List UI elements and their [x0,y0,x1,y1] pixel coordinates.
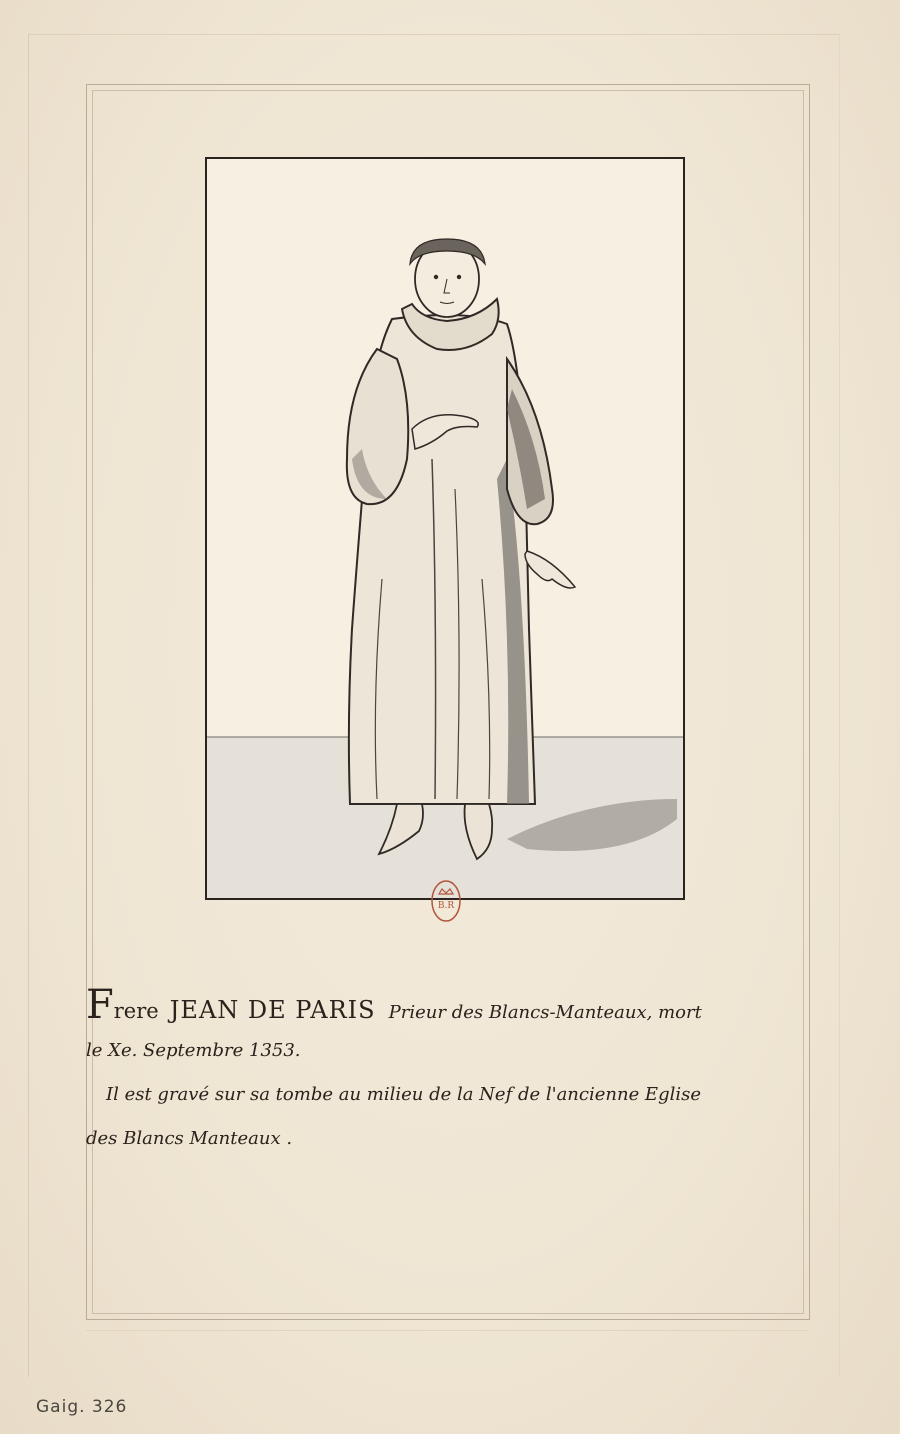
caption-line-3: Il est gravé sur sa tombe au milieu de la Nef de l'ancienne Eglise [106,1084,702,1105]
caption-initial: F [86,982,114,1028]
bottom-plate-edge [86,1330,808,1331]
crown-icon [439,889,453,894]
caption-name: JEAN DE PARIS [169,996,376,1024]
left-sleeve [347,349,408,504]
caption-line-1 [86,982,702,1028]
monk-illustration [207,159,683,898]
eye-left [434,275,438,279]
stamp-text: B.R [437,901,455,911]
shelfmark-note: Gaig. 326 [36,1397,128,1417]
caption-line-4: des Blancs Manteaux . [86,1128,293,1149]
caption-title: Prieur des Blancs-Manteaux, mort [388,1002,702,1023]
caption-frere: rere [113,999,159,1023]
caption-line-2: le Xe. Septembre 1353. [86,1040,301,1061]
monk-drawing-frame [205,157,685,900]
extended-hand [525,551,575,588]
library-stamp [428,877,464,925]
eye-right [457,275,461,279]
